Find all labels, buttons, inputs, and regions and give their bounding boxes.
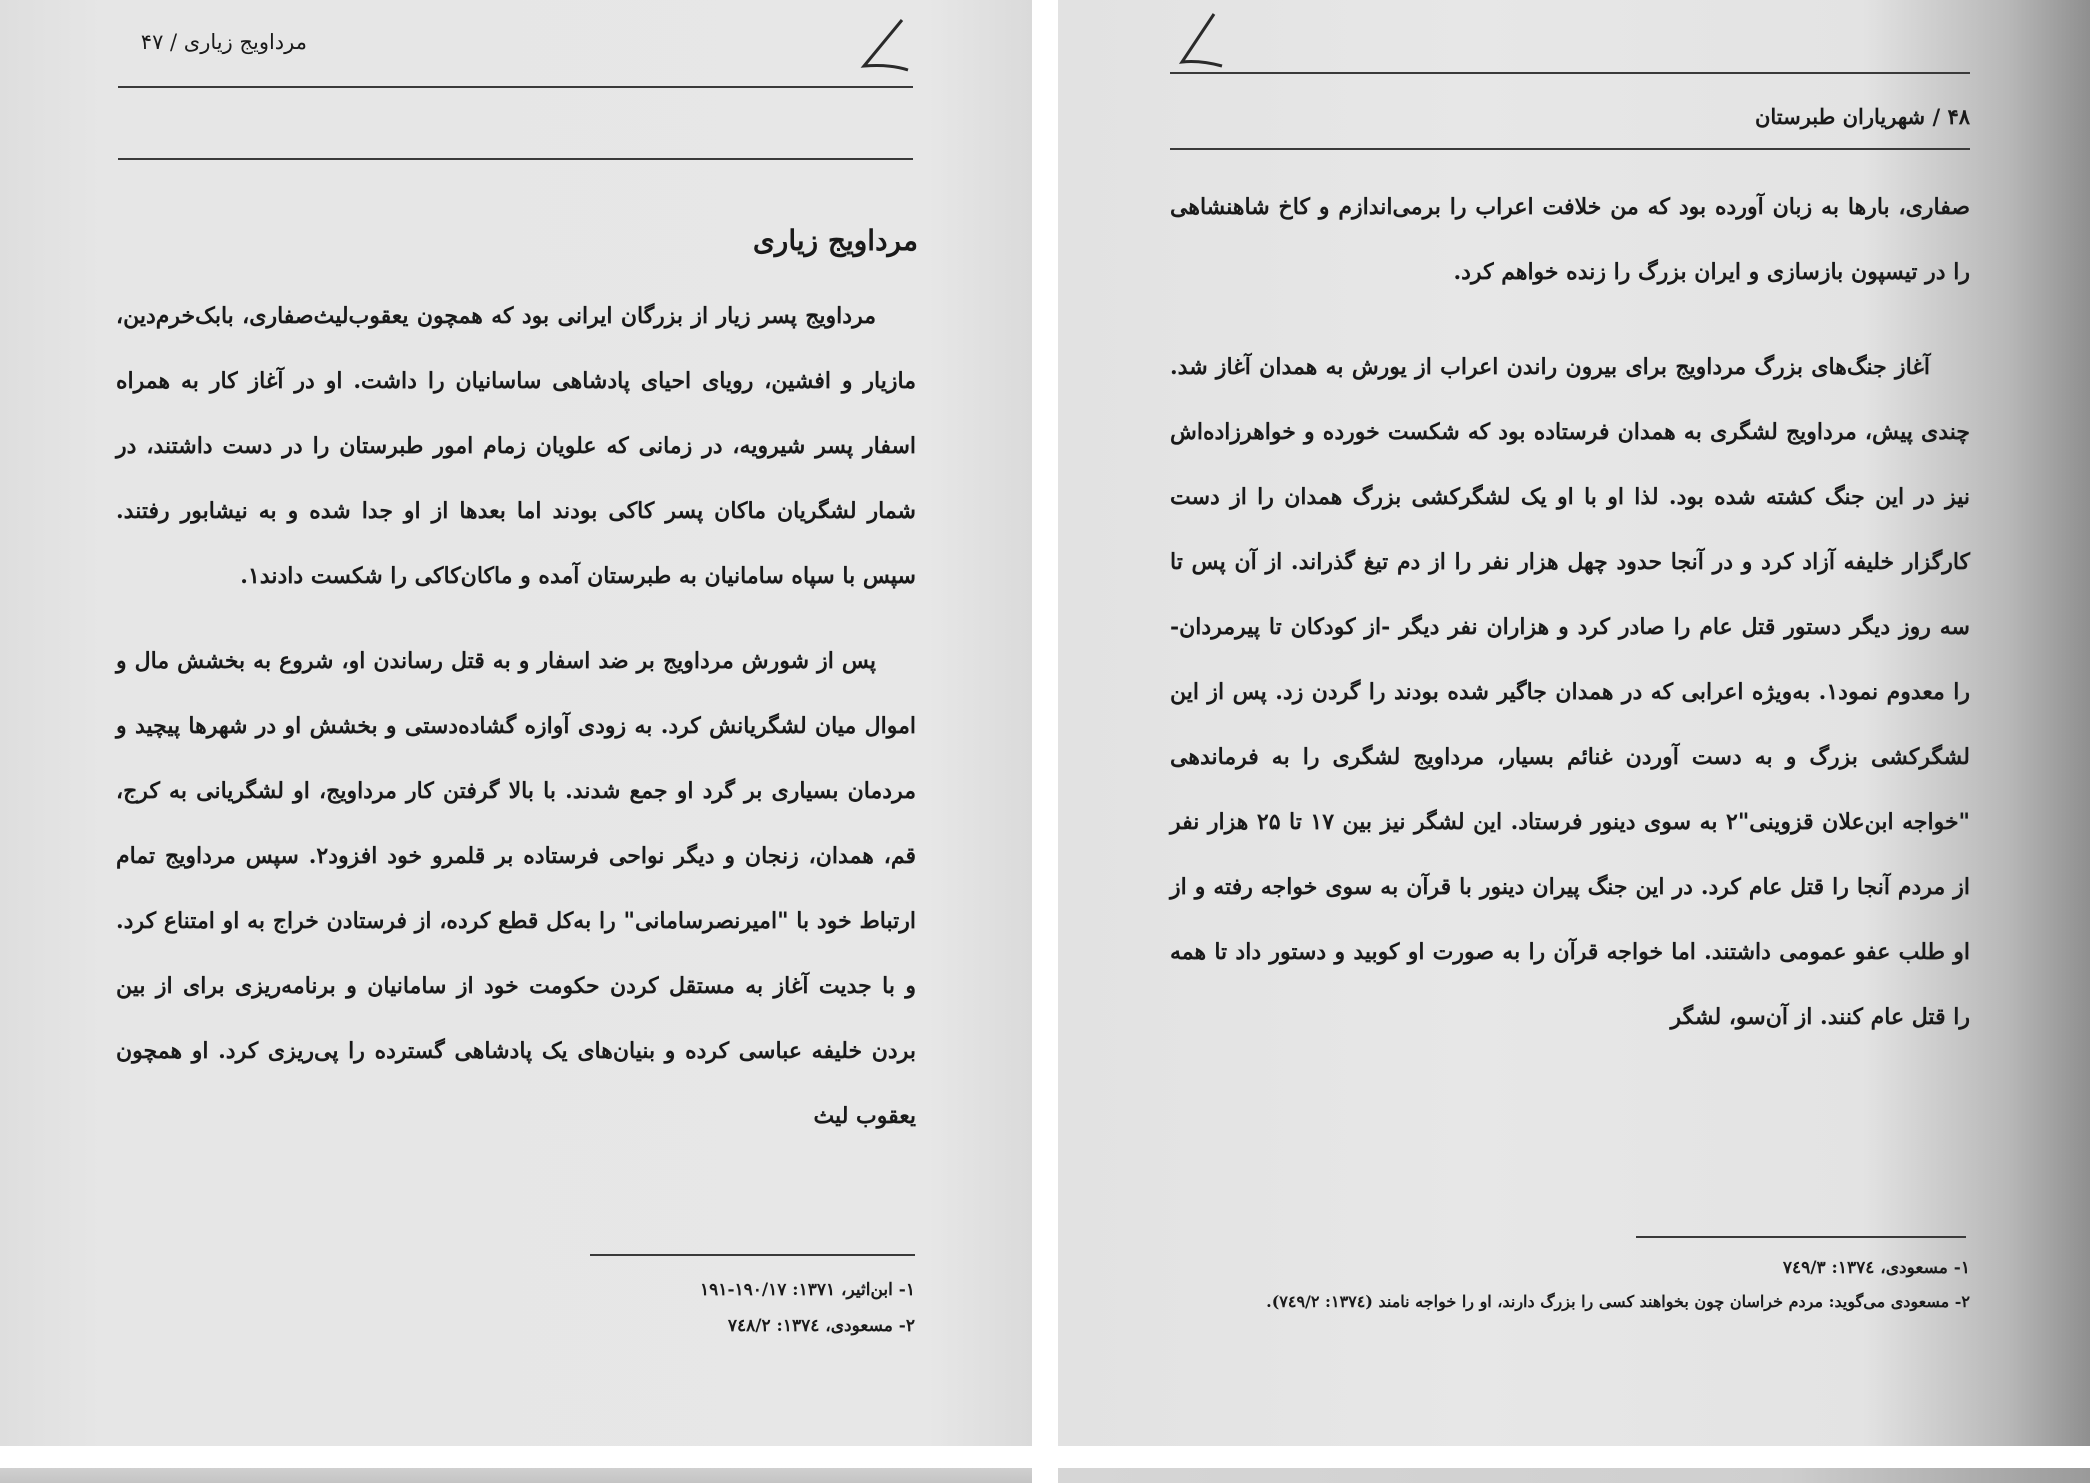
next-page-edge <box>0 1446 1032 1483</box>
paragraph: صفاری، بارها به زبان آورده بود که من خلافت اعراب را برمی‌اندازم و کاخ شاهنشاهی را در تیسپون بازسازی و ایران بزرگ را زنده خواهم کرد. <box>1170 194 1970 285</box>
footnote: ۲- مسعودی می‌گوید: مردم خراسان چون بخواهند کسی را بزرگ دارند، او را خواجه نامند (۱۳۷٤: ۷٤۹/۲). <box>1266 1292 1970 1311</box>
right-page <box>1058 0 2090 1446</box>
footnote-rule <box>590 1254 915 1256</box>
footnote-rule <box>1636 1236 1966 1238</box>
header-rule-top <box>118 86 913 88</box>
left-body-text <box>116 284 916 1149</box>
right-body-text <box>1170 175 1970 1050</box>
footnote: ۱- ابن‌اثیر، ۱۳۷۱: ۱۹۰/۱۷-۱۹۱ <box>700 1280 915 1300</box>
page-gutter <box>1032 0 1058 1483</box>
chapter-title: مرداویج زیاری <box>752 224 918 257</box>
footnote: ۲- مسعودی، ۱۳۷٤: ۷٤۸/۲ <box>727 1316 915 1336</box>
header-ornament-icon <box>1170 8 1230 68</box>
footnote: ۱- مسعودی، ۱۳۷٤: ۷٤۹/۳ <box>1782 1258 1970 1278</box>
footnotes <box>415 1272 915 1344</box>
header-ornament-icon <box>850 14 910 74</box>
header-rule-bottom <box>118 158 913 160</box>
paragraph: پس از شورش مرداویج بر ضد اسفار و به قتل رساندن او، شروع به بخشش مال و اموال میان لشگریانش کرد. به زودی آوازه گشاده‌دستی و بخشش او در شهرها پیچید و مردمان بسیاری بر گرد او جمع شدند. با بالا گرفتن کار مرداویج، او لشگریانی به کرج، قم، همدان، زنجان و دیگر نواحی فرستاده بر قلمرو خود افزود۲. سپس مرداویج تمام ارتباط خود با "امیرنصرسامانی" را به‌کل قطع کرده، از فرستادن خراج به او امتناع کرد. و با جدیت آغاز به مستقل کردن حکومت خود از سامانیان و برنامه‌ریزی برای از بین بردن خلیفه عباسی کرده و بنیان‌های یک پادشاهی گسترده را پی‌ریزی کرد. او همچون یعقوب لیث <box>116 648 917 1129</box>
running-header: ۴۸ / شهریاران طبرستان <box>1754 104 1970 129</box>
footnotes <box>1170 1250 1970 1318</box>
paragraph: آغاز جنگ‌های بزرگ مرداویج برای بیرون راندن اعراب از یورش به همدان آغاز شد. چندی پیش، مرداویج لشگری به همدان فرستاده بود که شکست خورده و خواهرزاده‌اش نیز در این جنگ کشته شده بود. لذا او با او یک لشگرکشی بزرگ همدان را از دست کارگزار خلیفه آزاد کرد و در آنجا حدود چهل هزار نفر را از دم تیغ گذراند. از آن پس تا سه روز دیگر دستور قتل عام را صادر کرد و هزاران نفر دیگر -از کودکان تا پیرمردان- را معدوم نمود۱. به‌ویژه اعرابی که در همدان جاگیر شده بودند را گردن زد. پس از این لشگرکشی بزرگ و به دست آوردن غنائم بسیار، مرداویج لشگری را به فرماندهی "خواجه ابن‌علان قزوینی"۲ به سوی دینور فرستاد. این لشگر نیز بین ۱۷ تا ۲۵ هزار نفر از مردم آنجا را قتل عام کرد. در این جنگ پیران دینور با قرآن به سوی خواجه رفته و از او طلب عفو عمومی داشتند. اما خواجه قرآن را به صورت او کوبید و دستور داد تا همه را قتل عام کنند. از آن‌سو، لشگر <box>1170 354 1971 1030</box>
running-header: مرداویج زیاری / ۴۷ <box>140 30 307 54</box>
header-rule-top <box>1170 72 1970 74</box>
next-page-edge <box>1058 1446 2090 1483</box>
paragraph: مرداویج پسر زیار از بزرگان ایرانی بود که همچون یعقوب‌لیث‌صفاری، بابک‌خرم‌دین، مازیار و افشین، رویای احیای پادشاهی ساسانیان را داشت. او در آغاز کار به همراه اسفار پسر شیرویه، در زمانی که علویان زمام امور طبرستان را در دست داشتند، در شمار لشگریان ماکان پسر کاکی بودند اما بعدها از او جدا شده و به نیشابور رفتند. سپس با سپاه سامانیان به طبرستان آمده و ماکان‌کاکی را شکست دادند۱. <box>116 303 916 589</box>
left-page <box>0 0 1032 1446</box>
header-rule-bottom <box>1170 148 1970 150</box>
